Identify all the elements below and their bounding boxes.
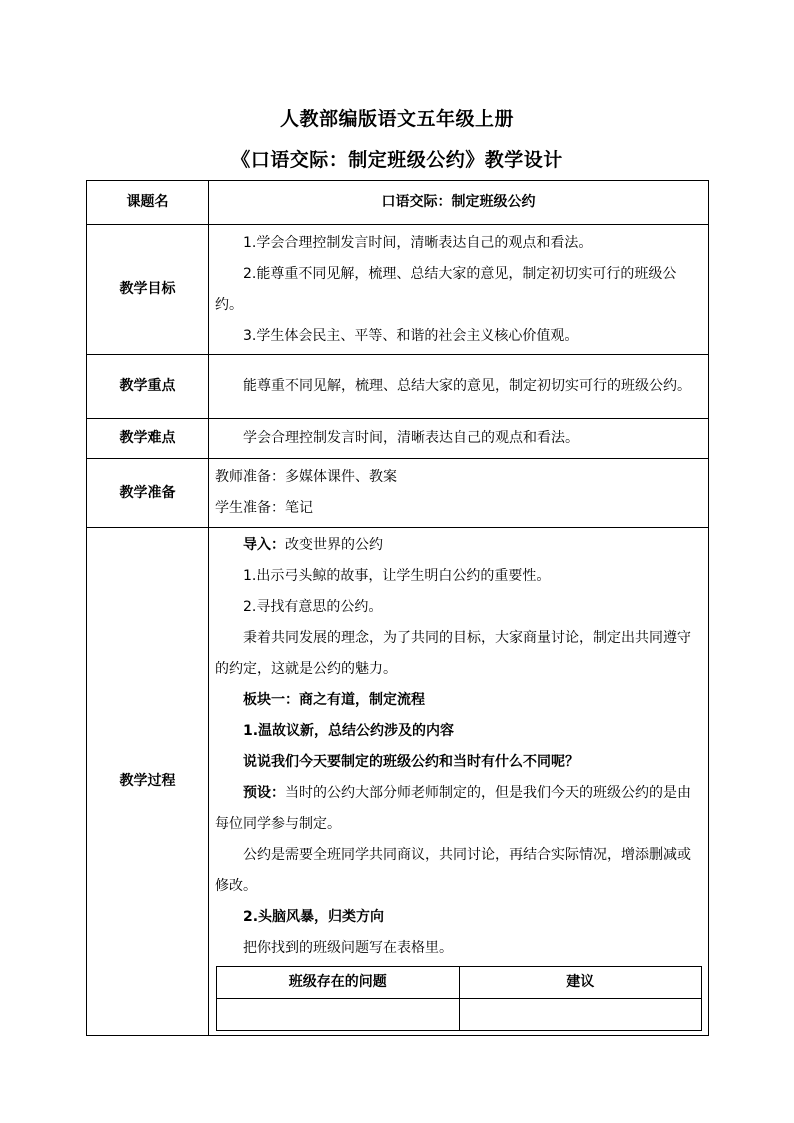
prep-teacher: 教师准备：多媒体课件、教案 xyxy=(215,469,397,485)
inner-table-row xyxy=(217,999,702,1031)
preset-text: 当时的公约大部分师老师制定的，但是我们今天的班级公约的是由每位同学参与制定。 xyxy=(215,785,691,832)
topic-value: 口语交际：制定班级公约 xyxy=(209,181,709,225)
difficulty-text: 学会合理控制发言时间，清晰表达自己的观点和看法。 xyxy=(243,430,579,446)
row-preparation xyxy=(87,459,709,528)
intro-text: 改变世界的公约 xyxy=(285,537,383,553)
process-paragraph: 2.寻找有意思的公约。 xyxy=(243,599,383,615)
prep-student: 学生准备：笔记 xyxy=(215,500,313,516)
document-title: 人教部编版语文五年级上册 xyxy=(279,108,514,130)
inner-header-problems: 班级存在的问题 xyxy=(217,967,460,999)
row-topic xyxy=(87,181,709,225)
process-label: 教学过程 xyxy=(87,528,209,1036)
inner-cell-problem[interactable] xyxy=(217,999,460,1031)
process-paragraph: 1.出示弓头鲸的故事，让学生明白公约的重要性。 xyxy=(243,568,551,584)
row-goals xyxy=(87,225,709,355)
goal-item: 1.学会合理控制发言时间，清晰表达自己的观点和看法。 xyxy=(243,234,593,251)
inner-cell-suggestion[interactable] xyxy=(459,999,702,1031)
instruction-text: 把你找到的班级问题写在表格里。 xyxy=(243,940,453,956)
goals-content xyxy=(209,225,709,355)
discussion-question: 说说我们今天要制定的班级公约和当时有什么不同呢？ xyxy=(243,754,579,770)
step-heading: 1.温故议新，总结公约涉及的内容 xyxy=(243,723,455,739)
row-process xyxy=(87,528,709,1036)
row-difficulty xyxy=(87,419,709,459)
block-heading: 板块一：商之有道，制定流程 xyxy=(243,692,425,708)
class-problems-table xyxy=(216,966,702,1031)
key-content xyxy=(209,355,709,419)
prep-content xyxy=(209,459,709,528)
difficulty-label: 教学难点 xyxy=(87,419,209,459)
row-key-points xyxy=(87,355,709,419)
preset-paragraph xyxy=(215,778,702,840)
inner-table-header xyxy=(217,967,702,999)
step-heading: 2.头脑风暴，归类方向 xyxy=(243,909,385,925)
goals-label: 教学目标 xyxy=(87,225,209,355)
key-text: 能尊重不同见解，梳理、总结大家的意见，制定初切实可行的班级公约。 xyxy=(243,378,691,394)
document-subtitle: 《口语交际：制定班级公约》教学设计 xyxy=(231,149,563,171)
intro-line xyxy=(215,530,702,561)
process-content xyxy=(209,528,709,1036)
key-label: 教学重点 xyxy=(87,355,209,419)
topic-label: 课题名 xyxy=(87,181,209,225)
goal-item: 3.学生体会民主、平等、和谐的社会主义核心价值观。 xyxy=(243,327,579,344)
lesson-plan-table xyxy=(86,180,709,1036)
goal-item: 2.能尊重不同见解，梳理、总结大家的意见，制定初切实可行的班级公约。 xyxy=(215,265,677,313)
difficulty-content xyxy=(209,419,709,459)
inner-header-suggestions: 建议 xyxy=(459,967,702,999)
preset-lead: 预设： xyxy=(243,785,285,801)
process-paragraph: 秉着共同发展的理念，为了共同的目标，大家商量讨论，制定出共同遵守的约定，这就是公约的魅力。 xyxy=(215,630,691,677)
process-paragraph: 公约是需要全班同学共同商议，共同讨论，再结合实际情况，增添删减或修改。 xyxy=(215,847,691,894)
prep-label: 教学准备 xyxy=(87,459,209,528)
intro-lead: 导入： xyxy=(243,537,285,553)
